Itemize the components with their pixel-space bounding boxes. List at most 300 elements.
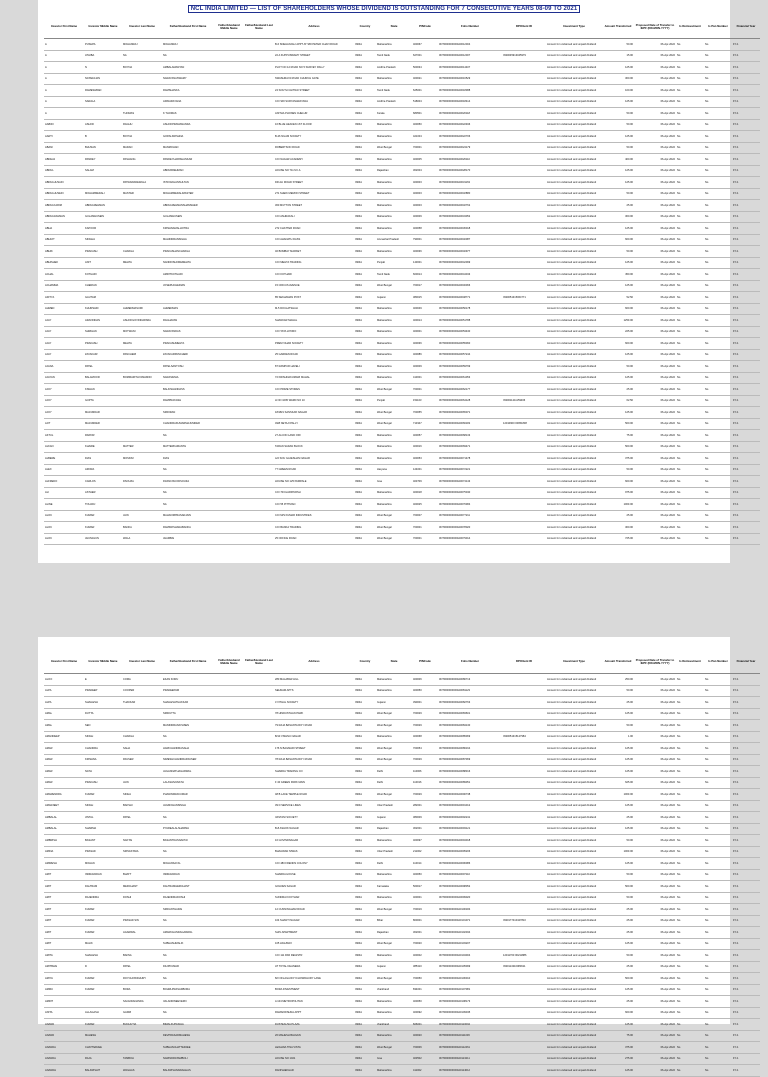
table-cell xyxy=(502,303,546,315)
table-cell: TOUADJ xyxy=(84,499,122,511)
table-cell: FY-1 xyxy=(732,904,760,916)
table-cell: 0NT0000000000A0105099 xyxy=(438,961,502,973)
table-cell: Maharashtra xyxy=(376,73,412,85)
table-cell: SINGHA xyxy=(84,234,122,246)
table-cell: NA xyxy=(122,50,162,62)
table-cell: Maharashtra xyxy=(376,1030,412,1042)
table-cell xyxy=(244,881,274,893)
table-cell: No xyxy=(704,349,732,361)
shareholder-table-page-2 xyxy=(44,651,760,1077)
table-cell xyxy=(244,108,274,120)
table-cell: No xyxy=(676,685,704,697)
table-row xyxy=(44,257,760,269)
table-cell: AMARCHANDAGARWAL xyxy=(162,927,214,939)
table-cell: 06-Apr-2022 xyxy=(634,1065,676,1077)
table-cell: PANDEY xyxy=(84,154,122,166)
table-cell: 06-Apr-2022 xyxy=(634,892,676,904)
table-cell: AMANDEEP xyxy=(44,731,84,743)
table-cell: 700017 xyxy=(412,280,438,292)
table-cell: ABDULHUSAIN xyxy=(44,177,84,189)
table-cell: 25.00 xyxy=(602,812,634,824)
table-cell: 06-Apr-2022 xyxy=(634,754,676,766)
table-cell: 15 CIRCUS AVENUE xyxy=(274,280,354,292)
table-cell: 0NT0000000000A0071478 xyxy=(438,453,502,465)
table-cell: 125.00 xyxy=(602,858,634,870)
table-row xyxy=(44,938,760,950)
table-cell xyxy=(214,697,244,709)
table-cell: ANANDA xyxy=(44,1053,84,1065)
table-cell xyxy=(244,1053,274,1065)
table-cell: DALTRAMHERCHANT xyxy=(162,881,214,893)
table-cell: JAGMOHANSINGH xyxy=(162,800,214,812)
table-cell: GULAMHUSEIN xyxy=(84,211,122,223)
table-cell xyxy=(502,62,546,74)
table-cell: INDIA xyxy=(354,142,376,154)
table-cell: West Bengal xyxy=(376,384,412,396)
table-cell: 06-Apr-2022 xyxy=(634,453,676,465)
table-cell xyxy=(502,510,546,522)
table-cell: West Bengal xyxy=(376,708,412,720)
table-cell xyxy=(214,754,244,766)
column-header: Country xyxy=(354,16,376,39)
table-cell: 0NT0000000000A0094018 xyxy=(438,835,502,847)
table-cell: 12 CUNNINGHAM ROAD xyxy=(274,904,354,916)
table-cell: No xyxy=(704,1042,732,1054)
table-cell: 06-Apr-2022 xyxy=(634,269,676,281)
table-cell: Amount for unclaimed and unpaid dividend xyxy=(546,858,602,870)
table-cell: MOHANSAYAL xyxy=(162,858,214,870)
table-cell: 06-Apr-2022 xyxy=(634,1053,676,1065)
table-cell: MANINDRANATHSEN xyxy=(162,720,214,732)
table-cell xyxy=(214,188,244,200)
table-cell xyxy=(502,315,546,327)
column-header: Investor First Name xyxy=(44,651,84,674)
table-cell: No xyxy=(704,731,732,743)
table-cell: 06-Apr-2022 xyxy=(634,349,676,361)
table-cell: MAHESH xyxy=(84,1030,122,1042)
table-cell: Amount for unclaimed and unpaid dividend xyxy=(546,154,602,166)
table-cell: Amount for unclaimed and unpaid dividend xyxy=(546,384,602,396)
table-cell: JHAMBAI xyxy=(162,533,214,545)
table-cell: FY-1 xyxy=(732,812,760,824)
table-cell: FY-1 xyxy=(732,938,760,950)
table-cell: No xyxy=(676,846,704,858)
table-cell: MOTWANI xyxy=(122,326,162,338)
table-row xyxy=(44,292,760,304)
table-cell: Maharashtra xyxy=(376,674,412,686)
table-cell xyxy=(502,904,546,916)
table-cell: FY-1 xyxy=(732,915,760,927)
table-cell: AMITA xyxy=(44,950,84,962)
table-cell: 06-Apr-2022 xyxy=(634,823,676,835)
table-cell: FY-1 xyxy=(732,708,760,720)
table-cell: 400006 xyxy=(412,674,438,686)
table-cell xyxy=(122,487,162,499)
table-cell: INDIA xyxy=(354,39,376,51)
table-cell: 50.00 xyxy=(602,892,634,904)
table-cell xyxy=(244,223,274,235)
table-cell: SINHA xyxy=(122,789,162,801)
table-cell xyxy=(244,73,274,85)
table-cell: 52.50 xyxy=(602,292,634,304)
table-cell: 421004 xyxy=(412,131,438,143)
table-cell: INDIA xyxy=(354,223,376,235)
column-header: Country xyxy=(354,651,376,674)
table-cell: No xyxy=(676,720,704,732)
table-row xyxy=(44,62,760,74)
table-cell: FY-1 xyxy=(732,1019,760,1031)
table-cell: 12010900 00951838 xyxy=(502,418,546,430)
table-cell: ROBERTSON ROAD xyxy=(274,142,354,154)
table-row xyxy=(44,720,760,732)
table-cell: Amount for unclaimed and unpaid dividend xyxy=(546,280,602,292)
table-cell: 0NT0000000000A0042099 xyxy=(438,257,502,269)
table-row xyxy=(44,881,760,893)
table-cell xyxy=(122,407,162,419)
table-cell xyxy=(214,487,244,499)
table-cell: FY-1 xyxy=(732,487,760,499)
table-cell: 600.00 xyxy=(602,476,634,488)
table-cell: DALTRAM xyxy=(84,881,122,893)
table-cell xyxy=(122,165,162,177)
table-cell: 700007 xyxy=(412,510,438,522)
table-cell: 50.00 xyxy=(602,361,634,373)
table-cell: No xyxy=(704,165,732,177)
table-cell xyxy=(502,892,546,904)
table-cell: Amount for unclaimed and unpaid dividend xyxy=(546,119,602,131)
table-cell: 826001 xyxy=(412,1019,438,1031)
table-row xyxy=(44,372,760,384)
table-cell xyxy=(244,269,274,281)
table-cell: Amount for unclaimed and unpaid dividend xyxy=(546,950,602,962)
table-cell: SHARDA HOUSE xyxy=(274,869,354,881)
table-cell: 06-Apr-2022 xyxy=(634,39,676,51)
table-cell: RAJENDRADOSHI xyxy=(162,892,214,904)
table-cell: RAJENDRA xyxy=(84,892,122,904)
table-cell: Amount for unclaimed and unpaid dividend xyxy=(546,131,602,143)
table-cell: BANKA xyxy=(122,522,162,534)
table-cell: INDIA xyxy=(354,1042,376,1054)
table-cell: Amount for unclaimed and unpaid dividend xyxy=(546,372,602,384)
table-cell: 06-Apr-2022 xyxy=(634,315,676,327)
table-cell: LEIGHNA TINA VISTA xyxy=(274,1042,354,1054)
table-cell xyxy=(244,96,274,108)
column-header: Amount Transferred xyxy=(602,651,634,674)
table-cell: No xyxy=(676,881,704,893)
table-cell: BALAMOOR xyxy=(84,372,122,384)
table-row xyxy=(44,858,760,870)
table-cell: MADAN xyxy=(122,142,162,154)
table-cell: 0NT0000000000A0076384 xyxy=(438,499,502,511)
table-cell: Uttar Pradesh xyxy=(376,800,412,812)
table-row xyxy=(44,996,760,1008)
table-cell: Goa xyxy=(376,1053,412,1065)
table-cell: 302004 xyxy=(412,165,438,177)
table-cell: No xyxy=(704,973,732,985)
table-cell: No xyxy=(676,996,704,1008)
table-cell: AJIT xyxy=(44,418,84,430)
table-cell: Bihar xyxy=(376,915,412,927)
table-cell: No xyxy=(676,165,704,177)
table-cell: B-26 NILAM SOCIETY xyxy=(274,131,354,143)
table-cell: 25 OFFICE ROAD xyxy=(274,533,354,545)
table-row xyxy=(44,280,760,292)
table-cell: 06-Apr-2022 xyxy=(634,154,676,166)
table-cell: Amount for unclaimed and unpaid dividend xyxy=(546,1030,602,1042)
table-cell: ABDURREHMAN xyxy=(162,165,214,177)
table-cell xyxy=(214,708,244,720)
table-cell: West Bengal xyxy=(376,973,412,985)
table-cell: 46 BOMBAY MARKET xyxy=(274,246,354,258)
column-header: DP/Client ID xyxy=(502,16,546,39)
table-cell: Amount for unclaimed and unpaid dividend xyxy=(546,361,602,373)
table-cell: MAHAVIRPRASADJAIN xyxy=(162,510,214,522)
table-cell: No xyxy=(704,984,732,996)
table-cell: FY-1 xyxy=(732,280,760,292)
table-cell: RAMKRISHANABANKA xyxy=(162,522,214,534)
table-row xyxy=(44,499,760,511)
table-cell: 0NT0000000000A0018414 xyxy=(438,96,502,108)
table-cell: SINGH xyxy=(84,731,122,743)
table-cell: 125.00 xyxy=(602,823,634,835)
table-cell: INDIA xyxy=(354,292,376,304)
table-cell xyxy=(214,50,244,62)
table-cell: Amount for unclaimed and unpaid dividend xyxy=(546,499,602,511)
table-cell: FY-1 xyxy=(732,96,760,108)
table-cell xyxy=(502,869,546,881)
table-cell: INDIA xyxy=(354,188,376,200)
table-cell: 0NT0000000000A0050178 xyxy=(438,303,502,315)
table-cell: KUMAR xyxy=(84,1019,122,1031)
table-cell: Amount for unclaimed and unpaid dividend xyxy=(546,177,602,189)
table-cell: No xyxy=(704,361,732,373)
table-cell: 400001 xyxy=(412,326,438,338)
table-cell: PAUSER xyxy=(122,754,162,766)
table-cell: SHIV APARTMENT xyxy=(274,927,354,939)
table-cell: 834001 xyxy=(412,984,438,996)
table-cell: INDIA xyxy=(354,407,376,419)
table-cell: BIMALKUPASIHA xyxy=(162,1019,214,1031)
table-cell: Amount for unclaimed and unpaid dividend xyxy=(546,892,602,904)
table-cell: 110014 xyxy=(412,858,438,870)
table-cell xyxy=(502,165,546,177)
table-cell xyxy=(502,846,546,858)
table-cell: 0NT0000000000A0110094 xyxy=(438,1019,502,1031)
table-cell: 06-Apr-2022 xyxy=(634,800,676,812)
table-cell: THOMAS xyxy=(122,108,162,120)
table-cell: ARAVINDAN xyxy=(84,315,122,327)
table-cell xyxy=(244,349,274,361)
table-cell: B xyxy=(84,131,122,143)
table-cell xyxy=(214,119,244,131)
table-cell: AMIYA xyxy=(44,973,84,985)
table-cell: INDIA xyxy=(354,280,376,292)
table-cell xyxy=(214,823,244,835)
table-cell: No xyxy=(704,303,732,315)
table-cell: Amount for unclaimed and unpaid dividend xyxy=(546,303,602,315)
table-cell: INDIA xyxy=(354,119,376,131)
table-cell xyxy=(244,177,274,189)
table-cell: 50.00 xyxy=(602,720,634,732)
table-cell: INDIA xyxy=(354,418,376,430)
table-cell: No xyxy=(704,119,732,131)
table-cell: MOHANRAJ xyxy=(122,39,162,51)
table-cell: 06-Apr-2022 xyxy=(634,835,676,847)
table-cell: Amount for unclaimed and unpaid dividend xyxy=(546,881,602,893)
column-header: Is Reinvestment xyxy=(676,651,704,674)
table-cell: FY-1 xyxy=(732,131,760,143)
table-cell: 0NT0000000000A0048771 xyxy=(438,292,502,304)
table-cell: A/2 SOU GAJESHAN NAGAR xyxy=(274,453,354,465)
table-cell: 380015 xyxy=(412,292,438,304)
table-cell: SHAILESH xyxy=(84,950,122,962)
table-cell xyxy=(244,303,274,315)
table-cell xyxy=(214,1019,244,1031)
table-cell: INDIA xyxy=(354,685,376,697)
table-cell xyxy=(244,938,274,950)
table-cell: 0NT0000000000A0012004 xyxy=(438,39,502,51)
table-cell: 125.00 xyxy=(602,165,634,177)
table-cell: GOPALKRISHNA xyxy=(162,131,214,143)
table-cell: BHATT xyxy=(122,869,162,881)
table-cell xyxy=(214,280,244,292)
table-cell: West Bengal xyxy=(376,418,412,430)
table-cell: Punjab xyxy=(376,395,412,407)
table-cell: INDIA xyxy=(354,395,376,407)
table-cell: No xyxy=(704,777,732,789)
table-cell: No xyxy=(704,915,732,927)
table-cell: RAMPRAKASH xyxy=(162,395,214,407)
table-cell xyxy=(122,73,162,85)
table-cell xyxy=(244,846,274,858)
table-cell: Delhi xyxy=(376,777,412,789)
table-cell: No xyxy=(676,476,704,488)
table-cell: No xyxy=(676,303,704,315)
table-cell: AHMEDMAS xyxy=(162,303,214,315)
table-cell: Maharashtra xyxy=(376,154,412,166)
table-cell: 400020 xyxy=(412,1030,438,1042)
column-header: Address xyxy=(274,16,354,39)
table-cell: Amount for unclaimed and unpaid dividend xyxy=(546,165,602,177)
table-cell xyxy=(244,766,274,778)
table-cell xyxy=(502,1030,546,1042)
table-cell: Tamil Nadu xyxy=(376,50,412,62)
table-cell: 225.00 xyxy=(602,326,634,338)
table-cell: 06-Apr-2022 xyxy=(634,904,676,916)
table-cell: Maharashtra xyxy=(376,372,412,384)
table-cell: INDIA xyxy=(354,430,376,442)
table-row xyxy=(44,1065,760,1077)
table-cell: FY-1 xyxy=(732,211,760,223)
table-cell: 125.00 xyxy=(602,938,634,950)
table-cell xyxy=(502,533,546,545)
table-cell xyxy=(214,453,244,465)
table-cell xyxy=(502,361,546,373)
table-cell: No xyxy=(704,812,732,824)
table-cell: No xyxy=(676,973,704,985)
table-cell: 75.00 xyxy=(602,430,634,442)
table-cell: 0NT0000000000A0088316 xyxy=(438,766,502,778)
table-cell: West Bengal xyxy=(376,743,412,755)
table-row xyxy=(44,338,760,350)
table-cell: AMBALAMANTAN xyxy=(162,62,214,74)
table-cell: AJANA xyxy=(44,361,84,373)
table-cell: Maharashtra xyxy=(376,131,412,143)
table-cell: Amount for unclaimed and unpaid dividend xyxy=(546,234,602,246)
table-cell: 06-Apr-2022 xyxy=(634,50,676,62)
table-cell: No xyxy=(704,211,732,223)
table-cell: Maharashtra xyxy=(376,188,412,200)
table-cell xyxy=(502,789,546,801)
table-cell: 06-Apr-2022 xyxy=(634,246,676,258)
table-cell: FY-1 xyxy=(732,407,760,419)
table-cell: 0NT0000000000A0090738 xyxy=(438,789,502,801)
table-cell: AMRIT xyxy=(44,996,84,1008)
table-cell: FY-1 xyxy=(732,510,760,522)
table-cell xyxy=(502,499,546,511)
table-cell: 600.00 xyxy=(602,338,634,350)
table-cell: 06-Apr-2022 xyxy=(634,731,676,743)
table-cell: A xyxy=(44,85,84,97)
table-cell: No xyxy=(704,869,732,881)
table-cell: West Bengal xyxy=(376,754,412,766)
table-cell: 125.00 xyxy=(602,743,634,755)
column-header: Investor Last Name xyxy=(122,16,162,39)
table-cell: INDIA xyxy=(354,338,376,350)
table-cell xyxy=(502,1042,546,1054)
table-cell: THAKKAR xyxy=(122,697,162,709)
table-cell: No xyxy=(676,858,704,870)
table-cell: 700050 xyxy=(412,973,438,985)
table-cell: FY-1 xyxy=(732,973,760,985)
table-cell: 1000.00 xyxy=(602,846,634,858)
table-cell: FY-1 xyxy=(732,223,760,235)
table-cell: 06-Apr-2022 xyxy=(634,464,676,476)
table-row xyxy=(44,154,760,166)
table-cell: 06-Apr-2022 xyxy=(634,766,676,778)
table-cell: C/O SRI SURYANARAYANA xyxy=(274,96,354,108)
table-cell xyxy=(502,430,546,442)
table-cell xyxy=(214,108,244,120)
table-cell: C/O 703 HARIPURSH xyxy=(274,487,354,499)
table-cell: C/O AHANATH DASS xyxy=(274,234,354,246)
table-cell xyxy=(122,384,162,396)
table-cell: C/O KOTHARI xyxy=(274,269,354,281)
table-cell: 700006 xyxy=(412,1042,438,1054)
table-cell: 06-Apr-2022 xyxy=(634,996,676,1008)
table-cell: INDIA xyxy=(354,904,376,916)
table-cell xyxy=(502,938,546,950)
table-cell xyxy=(502,996,546,1008)
table-cell: Amount for unclaimed and unpaid dividend xyxy=(546,142,602,154)
table-cell: 49/8 NETAJI PALLY xyxy=(274,418,354,430)
table-cell: Maharashtra xyxy=(376,223,412,235)
table-cell: INDIA xyxy=(354,835,376,847)
table-row xyxy=(44,326,760,338)
table-cell: 1000.00 xyxy=(602,499,634,511)
table-cell: INDIA xyxy=(354,154,376,166)
table-cell xyxy=(244,1007,274,1019)
table-cell: CHATTERJEE xyxy=(84,1042,122,1054)
table-cell: KHAIRE xyxy=(84,441,122,453)
table-row xyxy=(44,269,760,281)
table-cell: No xyxy=(704,188,732,200)
table-cell: FY-1 xyxy=(732,720,760,732)
table-cell: No xyxy=(676,361,704,373)
table-cell: INDIA xyxy=(354,453,376,465)
column-header: State xyxy=(376,651,412,674)
table-cell: Amount for unclaimed and unpaid dividend xyxy=(546,315,602,327)
